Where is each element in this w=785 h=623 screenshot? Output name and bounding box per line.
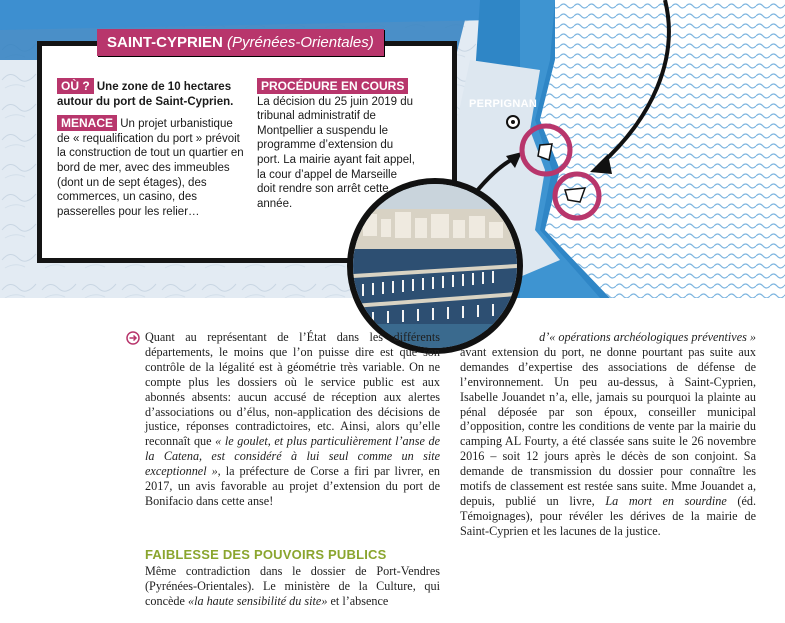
left-paragraph: Quant au représentant de l’État dans les différents départements, le moins que l’on puisse dire est que son contrôle de la légalité est à géométrie très variable. On ne compte plus les dossiers où le service public est aux abonnés absents: aucun accusé de réception aux alertes d’associations ou d’élus, non-application des décisions de justice, réponses contradictoires, etc. Ainsi, alors qu’elle reconnaît que	[145, 330, 440, 449]
procedure-tag: PROCÉDURE EN COURS	[257, 78, 408, 94]
right-paragraph-end: (éd. Témoignages), pour révéler les dérives de la mairie de Saint-Cyprien et les lacunes de la justice.	[460, 493, 756, 538]
card-title	[97, 29, 384, 56]
ou-text: Une zone de 10 hectares autour du port de Saint-Cyprien.	[57, 81, 234, 108]
arrow-bullet-icon	[126, 331, 140, 345]
menace-text: Un projet urbanistique de « requalification du port » prévoit la construction de tout un quartier en bord de mer, avec des immeubles (dont un de sept étages), des commerces, un casino, des passerelles pour les relier…	[57, 118, 244, 218]
article-left-column	[145, 330, 440, 509]
article-right-column	[460, 330, 756, 539]
bottom-text-end: et l’absence	[330, 593, 389, 608]
menace-tag: MENACE	[57, 115, 117, 131]
ou-tag: OÙ ?	[57, 78, 94, 94]
card-title-sub: (Pyrénées-Orientales)	[227, 34, 374, 51]
left-quote: « le goulet, et plus particulièrement l’anse de la Catena, est considéré à lui seul comme un site exceptionnel »	[145, 434, 440, 479]
procedure-text: La décision du 25 juin 2019 du tribunal administratif de Montpellier a suspendu le programme d’extension du port. La mairie ayant fait appel, la cour d’appel de Marseille doit rendre son arrêt cette année.	[257, 95, 415, 210]
article-bottom-paragraph	[145, 564, 440, 609]
bottom-quote: «la haute sensibilité du site»	[187, 593, 328, 608]
card-column-left	[57, 78, 247, 219]
left-paragraph-end: , la préfecture de Corse a firi par livrer, en 2017, un avis favorable au projet d’extension du port de Bonifacio dans cette anse!	[145, 464, 440, 508]
port-photo-illustration	[353, 184, 517, 348]
bottom-text: Même contradiction dans le dossier de Port-Vendres (Pyrénées-Orientales). Le ministère de la Culture, qui concède	[145, 564, 440, 608]
right-quote: d’« opérations archéologiques préventives »	[539, 330, 756, 344]
city-label: PERPIGNAN	[469, 98, 538, 110]
right-paragraph: avant extension du port, ne donne pourtant pas suite aux demandes d’expertise des associations de défense de l’environnement. Un peu au-dessus, à Saint-Cyprien, Isabelle Jouandet n’a, elle, jamais su pourquoi la plainte au pénal déposée par son époux, conseiller municipal d’opposition, contre les conditions de vente par la mairie du camping AL Fourty, a été classée sans suite le 26 novembre 2016 – soit 12 jours après le décès de son conjoint. Sa demande de transmission du dossier pour connaître les motifs de classement est restée sans suite. Mme Jouandet a, depuis, publié un livre,	[460, 344, 756, 508]
port-aerial-photo	[347, 178, 523, 354]
right-book-title: La mort en sourdine	[605, 493, 727, 508]
card-title-main: SAINT-CYPRIEN	[107, 34, 223, 51]
section-heading: FAIBLESSE DES POUVOIRS PUBLICS	[145, 547, 387, 562]
